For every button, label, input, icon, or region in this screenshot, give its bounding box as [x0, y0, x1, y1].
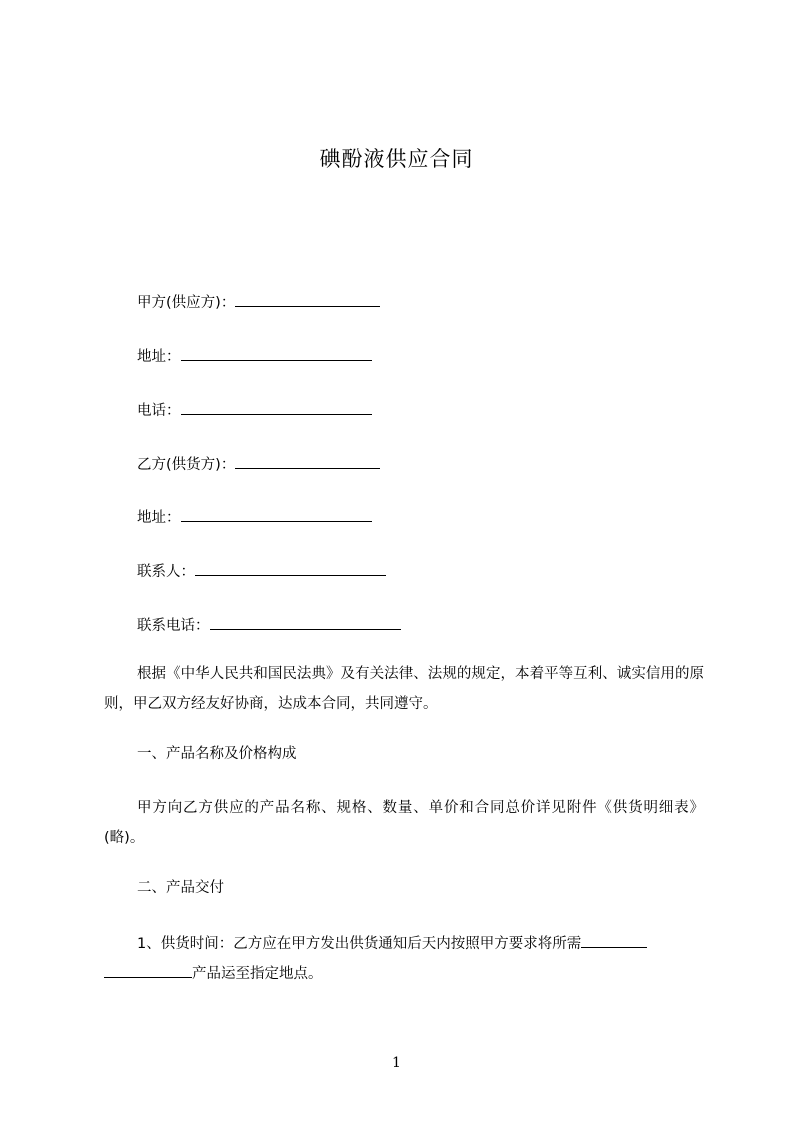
contact-blank — [195, 560, 386, 576]
phone-label: 电话： — [137, 403, 181, 419]
section-2-item-1-cont — [104, 962, 323, 984]
party-b-label: 乙方(供货方)： — [137, 457, 236, 473]
contact-field — [137, 560, 386, 582]
item-1-blank-a — [581, 932, 647, 948]
phone-blank — [181, 399, 372, 415]
section-1-body: 甲方向乙方供应的产品名称、规格、数量、单价和合同总价详见附件《供货明细表》(略)。 — [104, 800, 704, 846]
address-2-blank — [181, 506, 372, 522]
address-1-blank — [181, 345, 372, 361]
section-2-item-1 — [137, 932, 647, 954]
document-title: 碘酚液供应合同 — [319, 147, 474, 171]
contact-label: 联系人： — [137, 564, 195, 580]
address-1-field — [137, 345, 372, 367]
address-2-field — [137, 506, 372, 528]
item-1-blank-b — [104, 962, 192, 978]
party-b-blank — [235, 453, 380, 469]
section-1-heading: 一、产品名称及价格构成 — [137, 746, 297, 762]
intro-paragraph: 根据《中华人民共和国民法典》及有关法律、法规的规定，本着平等互利、诚实信用的原则，甲乙双方经友好协商，达成本合同，共同遵守。 — [104, 666, 704, 712]
party-a-field — [137, 291, 380, 313]
contact-phone-field — [137, 614, 401, 636]
address-2-label: 地址： — [137, 510, 181, 526]
item-1-tail: 产品运至指定地点。 — [192, 966, 323, 982]
address-1-label: 地址： — [137, 349, 181, 365]
section-2-heading: 二、产品交付 — [137, 880, 224, 896]
item-1-text: 1、供货时间：乙方应在甲方发出供货通知后天内按照甲方要求将所需 — [137, 936, 582, 952]
page-number: 1 — [392, 1055, 401, 1071]
contact-phone-label: 联系电话： — [137, 618, 210, 634]
phone-field — [137, 399, 372, 421]
party-a-label: 甲方(供应方)： — [137, 295, 236, 311]
party-a-blank — [235, 291, 380, 307]
party-b-field — [137, 453, 380, 475]
contact-phone-blank — [210, 614, 401, 630]
